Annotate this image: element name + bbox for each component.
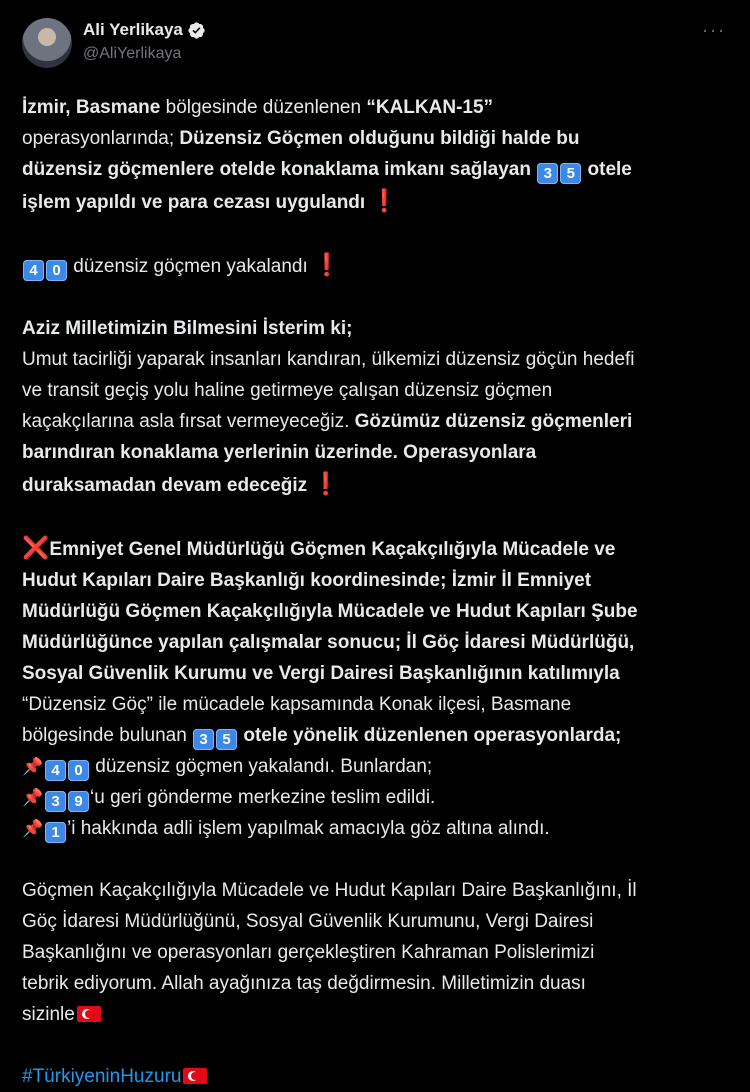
- author-info: [83, 20, 206, 63]
- exclamation-icon: ❗: [370, 188, 398, 213]
- text: ’i hakkında adli işlem yapılmak amacıyla göz altına alındı.: [67, 818, 550, 839]
- text-bold: düzensiz göçmenlere otelde konaklama imkanı sağlayan: [22, 159, 537, 180]
- text: bölgesinde düzenlenen: [160, 97, 367, 118]
- text: “Düzensiz Göç” ile mücadele kapsamında Konak ilçesi, Basmane: [22, 694, 572, 715]
- text-bold: Düzensiz Göçmen olduğunu bildiği halde bu: [179, 128, 580, 149]
- verified-badge-icon: [187, 21, 206, 40]
- text-bold: Müdürlüğünce yapılan çalışmalar sonucu; İl Göç İdaresi Müdürlüğü,: [22, 632, 635, 653]
- keycap-digit: 0: [68, 760, 89, 781]
- pushpin-icon: 📌: [22, 788, 44, 807]
- keycap-digit: 9: [68, 791, 89, 812]
- text-bold: Gözümüz düzensiz göçmenleri: [354, 411, 633, 432]
- text-bold: otele: [582, 159, 632, 180]
- text: bölgesinde bulunan: [22, 725, 193, 746]
- keycap-digit: 3: [45, 791, 66, 812]
- tweet-text: [22, 92, 728, 1092]
- hashtag-link[interactable]: #TürkiyeninHuzuru: [22, 1066, 182, 1087]
- text: tebrik ediyorum. Allah ayağınıza taş değdirmesin. Milletimizin duası: [22, 973, 586, 994]
- exclamation-icon: ❗: [312, 471, 340, 496]
- text: operasyonlarında;: [22, 128, 180, 149]
- text: Umut tacirliği yaparak insanları kandıran, ülkemizi düzensiz göçün hedefi: [22, 349, 635, 370]
- keycap-digit: 4: [23, 260, 44, 281]
- turkey-flag-icon: [183, 1068, 207, 1084]
- turkey-flag-icon: [77, 1006, 101, 1022]
- text: sizinle: [22, 1004, 75, 1025]
- text-bold: Sosyal Güvenlik Kurumu ve Vergi Dairesi Başkanlığının katılımıyla: [22, 663, 620, 684]
- keycap-digit: 0: [46, 260, 67, 281]
- keycap-digit: 1: [45, 822, 66, 843]
- pushpin-icon: 📌: [22, 819, 44, 838]
- tweet-header: [22, 18, 728, 72]
- text: ve transit geçiş yolu haline getirmeye çalışan düzensiz göçmen: [22, 380, 553, 401]
- text: Başkanlığını ve operasyonları gerçekleştiren Kahraman Polislerimizi: [22, 942, 595, 963]
- author-name[interactable]: Ali Yerlikaya: [83, 20, 183, 39]
- text-bold: Aziz Milletimizin Bilmesini İsterim ki;: [22, 318, 353, 339]
- author-handle[interactable]: @AliYerlikaya: [83, 45, 182, 62]
- text-bold: otele yönelik düzenlenen operasyonlarda;: [238, 725, 622, 746]
- text: kaçakçılarına asla fırsat vermeyeceğiz.: [22, 411, 355, 432]
- keycap-digit: 5: [560, 163, 581, 184]
- pushpin-icon: 📌: [22, 757, 44, 776]
- text-bold: Hudut Kapıları Daire Başkanlığı koordinesinde; İzmir İl Emniyet: [22, 570, 592, 591]
- keycap-digit: 4: [45, 760, 66, 781]
- text-bold: Emniyet Genel Müdürlüğü Göçmen Kaçakçılığıyla Mücadele ve: [49, 539, 616, 560]
- text-bold: “KALKAN-15”: [366, 97, 494, 118]
- text: düzensiz göçmen yakalandı: [68, 256, 308, 277]
- more-options-icon[interactable]: ···: [702, 20, 726, 40]
- text: düzensiz göçmen yakalandı. Bunlardan;: [90, 756, 433, 777]
- keycap-digit: 3: [193, 729, 214, 750]
- text: Göçmen Kaçakçılığıyla Mücadele ve Hudut Kapıları Daire Başkanlığını, İl: [22, 880, 637, 901]
- keycap-digit: 5: [216, 729, 237, 750]
- text-bold: İzmir, Basmane: [22, 97, 161, 118]
- text-bold: duraksamadan devam edeceğiz: [22, 475, 308, 496]
- text-bold: işlem yapıldı ve para cezası uygulandı: [22, 192, 366, 213]
- text: ‘u geri gönderme merkezine teslim edildi.: [90, 787, 436, 808]
- cross-mark-icon: ❌: [22, 535, 50, 560]
- text-bold: Müdürlüğü Göçmen Kaçakçılığıyla Mücadele ve Hudut Kapıları Şube: [22, 601, 638, 622]
- keycap-digit: 3: [537, 163, 558, 184]
- text: Göç İdaresi Müdürlüğünü, Sosyal Güvenlik Kurumunu, Vergi Dairesi: [22, 911, 594, 932]
- text-bold: barındıran konaklama yerlerinin üzerinde. Operasyonlara: [22, 442, 537, 463]
- exclamation-icon: ❗: [313, 252, 341, 277]
- avatar[interactable]: [22, 18, 72, 68]
